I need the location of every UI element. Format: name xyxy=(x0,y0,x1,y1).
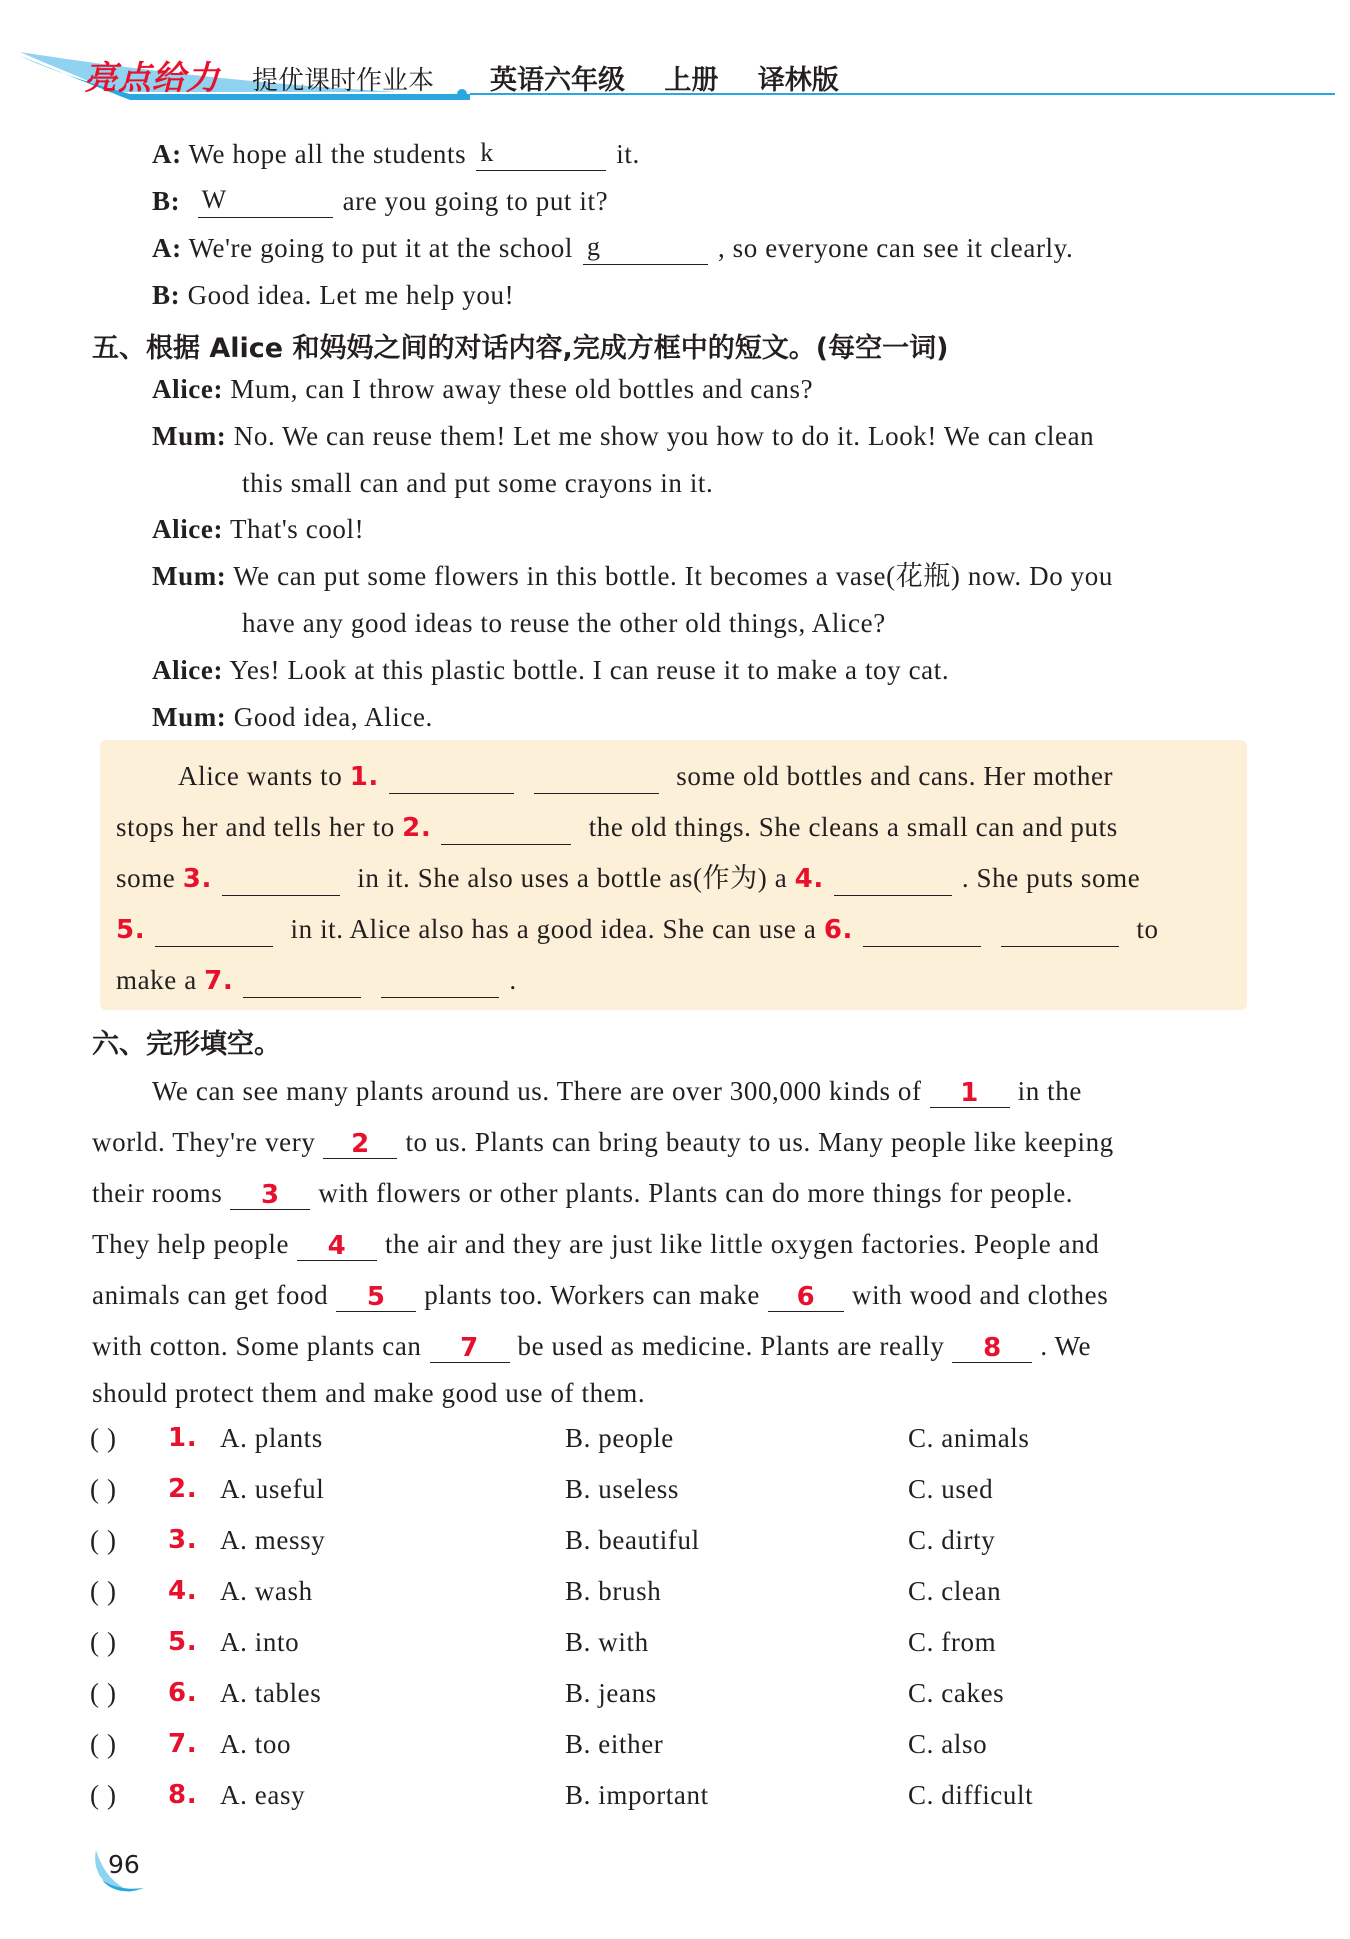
blank-input[interactable] xyxy=(222,865,340,896)
summary-line-3: some 3. in it. She also uses a bottle as(作为) a 4. . She puts some xyxy=(116,863,1141,894)
passage-line: They help people 4 the air and they are just like little oxygen factories. People and xyxy=(92,1229,1100,1261)
blank-input[interactable] xyxy=(863,916,981,947)
option-c[interactable]: C. used xyxy=(908,1474,994,1504)
cloze-blank[interactable]: 4 xyxy=(297,1228,377,1261)
dialog-line: Mum: We can put some flowers in this bottle. It becomes a vase(花瓶) now. Do you xyxy=(152,561,1113,591)
option-b[interactable]: B. brush xyxy=(565,1576,662,1606)
cloze-blank[interactable]: 2 xyxy=(323,1126,397,1159)
dialog-line: Alice: Mum, can I throw away these old bottles and cans? xyxy=(152,374,814,404)
option-b[interactable]: B. useless xyxy=(565,1474,679,1504)
option-row: ( ) 2. A. useful B. useless C. used xyxy=(90,1474,994,1504)
answer-paren[interactable]: ( ) xyxy=(90,1780,117,1810)
cloze-blank[interactable]: 7 xyxy=(430,1330,510,1363)
option-row: ( ) 1. A. plants B. people C. animals xyxy=(90,1423,1030,1453)
cloze-blank[interactable]: 8 xyxy=(952,1330,1032,1363)
option-c[interactable]: C. cakes xyxy=(908,1678,1005,1708)
option-c[interactable]: C. dirty xyxy=(908,1525,996,1555)
edition-label: 译林版 xyxy=(757,65,839,96)
option-row: ( ) 7. A. too B. either C. also xyxy=(90,1729,988,1759)
option-c[interactable]: C. from xyxy=(908,1627,997,1657)
answer-paren[interactable]: ( ) xyxy=(90,1678,117,1708)
dialog1-line-1: A: We hope all the students k it. xyxy=(152,138,640,169)
option-row: ( ) 8. A. easy B. important C. difficult xyxy=(90,1780,1034,1810)
cloze-blank[interactable]: 6 xyxy=(768,1279,844,1312)
dialog-line: this small can and put some crayons in it. xyxy=(242,468,714,498)
blank-input[interactable] xyxy=(834,865,952,896)
answer-paren[interactable]: ( ) xyxy=(90,1729,117,1759)
dialog-line: Mum: No. We can reuse them! Let me show you how to do it. Look! We can clean xyxy=(152,421,1095,451)
blank-input[interactable] xyxy=(243,967,361,998)
answer-paren[interactable]: ( ) xyxy=(90,1474,117,1504)
dialog1-line-4: B: Good idea. Let me help you! xyxy=(152,280,515,310)
answer-paren[interactable]: ( ) xyxy=(90,1627,117,1657)
blank-input[interactable] xyxy=(389,763,514,794)
blank-input[interactable] xyxy=(441,814,571,845)
option-row: ( ) 5. A. into B. with C. from xyxy=(90,1627,997,1657)
option-row: ( ) 6. A. tables B. jeans C. cakes xyxy=(90,1678,1005,1708)
cloze-blank[interactable]: 1 xyxy=(930,1075,1010,1108)
option-c[interactable]: C. difficult xyxy=(908,1780,1034,1810)
brand-logo-text: 亮点给力 xyxy=(84,58,220,97)
option-a[interactable]: A. plants xyxy=(220,1423,323,1453)
page-number-badge xyxy=(88,1840,158,1900)
option-row: ( ) 3. A. messy B. beautiful C. dirty xyxy=(90,1525,996,1555)
dialog-line: Alice: That's cool! xyxy=(152,514,365,544)
option-c[interactable]: C. animals xyxy=(908,1423,1030,1453)
option-a[interactable]: A. messy xyxy=(220,1525,326,1555)
passage-line: should protect them and make good use of them. xyxy=(92,1378,646,1408)
option-b[interactable]: B. with xyxy=(565,1627,649,1657)
dialog1-line-2: B: W are you going to put it? xyxy=(152,185,609,216)
passage-line: animals can get food 5 plants too. Workers can make 6 with wood and clothes xyxy=(92,1280,1109,1312)
answer-paren[interactable]: ( ) xyxy=(90,1525,117,1555)
summary-line-4: 5. in it. Alice also has a good idea. She can use a 6. to xyxy=(116,914,1159,945)
dialog-line: Alice: Yes! Look at this plastic bottle. I can reuse it to make a toy cat. xyxy=(152,655,950,685)
option-b[interactable]: B. people xyxy=(565,1423,674,1453)
blank-input[interactable] xyxy=(381,967,499,998)
option-b[interactable]: B. important xyxy=(565,1780,709,1810)
section5-title: 五、根据 Alice 和妈妈之间的对话内容,完成方框中的短文。(每空一词) xyxy=(92,333,949,364)
cloze-blank[interactable]: 5 xyxy=(336,1279,416,1312)
passage-line: their rooms 3 with flowers or other plants. Plants can do more things for people. xyxy=(92,1178,1074,1210)
option-b[interactable]: B. either xyxy=(565,1729,664,1759)
option-a[interactable]: A. into xyxy=(220,1627,300,1657)
blank-input[interactable]: k xyxy=(476,140,606,171)
option-c[interactable]: C. also xyxy=(908,1729,988,1759)
blank-input[interactable] xyxy=(534,763,659,794)
option-b[interactable]: B. beautiful xyxy=(565,1525,700,1555)
passage-line: with cotton. Some plants can 7 be used as medicine. Plants are really 8 . We xyxy=(92,1331,1092,1363)
option-row: ( ) 4. A. wash B. brush C. clean xyxy=(90,1576,1002,1606)
cloze-blank[interactable]: 3 xyxy=(230,1177,310,1210)
option-a[interactable]: A. tables xyxy=(220,1678,322,1708)
blank-input[interactable]: g xyxy=(583,234,708,265)
page-number: 96 xyxy=(108,1850,140,1879)
option-a[interactable]: A. too xyxy=(220,1729,292,1759)
answer-paren[interactable]: ( ) xyxy=(90,1423,117,1453)
dialog-line: have any good ideas to reuse the other old things, Alice? xyxy=(242,608,886,638)
dialog1-line-3: A: We're going to put it at the school g , so everyone can see it clearly. xyxy=(152,232,1074,263)
summary-line-5: make a 7. . xyxy=(116,965,517,996)
option-b[interactable]: B. jeans xyxy=(565,1678,657,1708)
blank-input[interactable]: W xyxy=(198,187,333,218)
volume-label: 上册 xyxy=(664,65,719,96)
blank-input[interactable] xyxy=(155,916,273,947)
summary-line-2: stops her and tells her to 2. the old things. She cleans a small can and puts xyxy=(116,812,1118,843)
option-a[interactable]: A. wash xyxy=(220,1576,313,1606)
subject-label: 英语六年级 xyxy=(490,65,625,96)
dialog-line: Mum: Good idea, Alice. xyxy=(152,702,433,732)
passage-line: We can see many plants around us. There are over 300,000 kinds of 1 in the xyxy=(152,1076,1082,1108)
option-a[interactable]: A. easy xyxy=(220,1780,306,1810)
option-a[interactable]: A. useful xyxy=(220,1474,325,1504)
passage-line: world. They're very 2 to us. Plants can bring beauty to us. Many people like keeping xyxy=(92,1127,1114,1159)
summary-line-1: Alice wants to 1. some old bottles and cans. Her mother xyxy=(178,761,1114,792)
book-subtitle: 提优课时作业本 xyxy=(252,66,435,96)
book-meta xyxy=(490,58,869,97)
answer-paren[interactable]: ( ) xyxy=(90,1576,117,1606)
section6-title: 六、完形填空。 xyxy=(92,1029,281,1060)
option-c[interactable]: C. clean xyxy=(908,1576,1002,1606)
blank-input[interactable] xyxy=(1001,916,1119,947)
